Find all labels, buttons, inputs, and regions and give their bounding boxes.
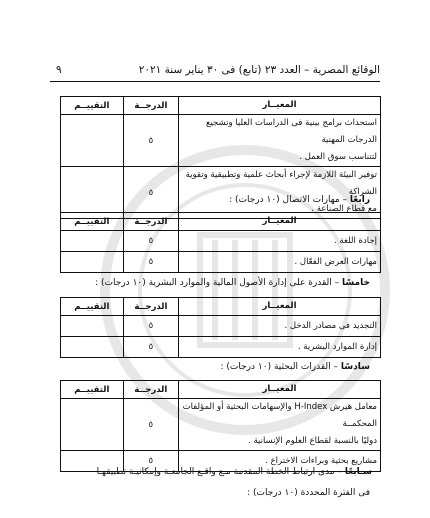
table-row [61,252,381,273]
criterion-line: توفير البيئة اللازمة لإجراء أبحاث علمية وتطبيقية وتقوية الشراكة [185,170,377,197]
evaluation-cell [61,252,124,273]
degree-cell: ٥ [123,167,178,219]
evaluation-header: التقييــم [61,97,124,115]
table-row [61,316,381,337]
criterion-line: لتتناسب سوق العمل . [299,152,377,162]
evaluation-header: التقييــم [61,298,124,316]
criterion-cell: إدارة الموارد البشرية . [179,337,381,358]
criterion-cell [179,115,381,167]
page-header [50,64,380,80]
table-header-row [61,298,381,316]
criterion-line: استحداث برامج بينية فى الدراسات العليا وتشجيع الدرجات المهنية [205,118,377,145]
criterion-header: المعيــار [179,97,381,115]
evaluation-cell [61,399,124,451]
degree-cell: ٥ [123,252,178,273]
criterion-header: المعيــار [179,213,381,231]
table-header-row [61,213,381,231]
degree-header: الدرجــة [123,213,178,231]
criterion-line: معامل هيرش H-Index والإسهامات البحثية أو المؤلفات المحكمــة [182,402,377,429]
evaluation-cell [61,337,124,358]
table-row [61,115,381,167]
gazette-title: الوقائع المصرية – العدد ٢٣ (تابع) فى ٣٠ يناير سنة ٢٠٢١ [138,64,380,76]
table-row [61,231,381,252]
section-heading-4 [229,195,370,205]
section-label: رابعًا [349,195,370,205]
criteria-table-3 [60,297,381,358]
section-label: خامسًا [342,278,370,288]
criteria-table-4 [60,380,381,472]
table-row [61,337,381,358]
criterion-cell [179,167,381,219]
criterion-header: المعيــار [179,298,381,316]
evaluation-cell [61,115,124,167]
table-row [61,399,381,451]
degree-header: الدرجــة [123,381,178,399]
degree-cell: ٥ [123,316,178,337]
evaluation-cell [61,231,124,252]
criterion-cell: إجادة اللغة . [179,231,381,252]
section-heading-7 [52,467,372,477]
degree-header: الدرجــة [123,298,178,316]
section-label: سـابعًا [344,467,372,477]
section-label: سادسًا [340,362,370,372]
evaluation-header: التقييــم [61,213,124,231]
table-header-row [61,97,381,115]
page-number: ٩ [56,64,62,76]
evaluation-header: التقييــم [61,381,124,399]
section-text: – القدرة على إدارة الأصول المالية والموارد البشرية (١٠ درجات) : [95,278,343,288]
degree-cell: ٥ [123,451,178,472]
criterion-cell: مشاريع بحثية وبراءات الاختراع . [178,451,380,472]
criterion-line: مع قطاع الصناعة . [311,204,377,214]
degree-cell: ٥ [123,115,178,167]
evaluation-cell [61,316,124,337]
section-text: – القدرات البحثية (١٠ درجات) : [220,362,341,372]
criterion-line: دوليًا بالنسبة لقطاع العلوم الإنسانية . [248,436,377,446]
header-rule [50,81,380,82]
criteria-table-2 [60,212,381,273]
degree-cell: ٥ [123,399,178,451]
criterion-cell: مهارات العرض الفعّال . [179,252,381,273]
section-heading-5 [95,278,370,288]
table-row [61,167,381,219]
degree-cell: ٥ [123,337,178,358]
criterion-header: المعيــار [178,381,380,399]
evaluation-cell [61,167,124,219]
section-heading-6 [221,362,371,372]
criterion-cell: التجديد فى مصادر الدخل . [179,316,381,337]
criterion-cell [178,399,380,451]
section-text: – مدى ارتباط الخطة المقدمة مـع واقـع الجامعـة وإمكانيـة تطبيقهـا [96,467,345,477]
section-7-line-2: فى الفترة المحددة (١٠ درجات) : [247,488,370,498]
section-text: – مهارات الاتصال (١٠ درجات) : [229,195,350,205]
degree-header: الدرجــة [123,97,178,115]
table-header-row [61,381,381,399]
degree-cell: ٥ [123,231,178,252]
